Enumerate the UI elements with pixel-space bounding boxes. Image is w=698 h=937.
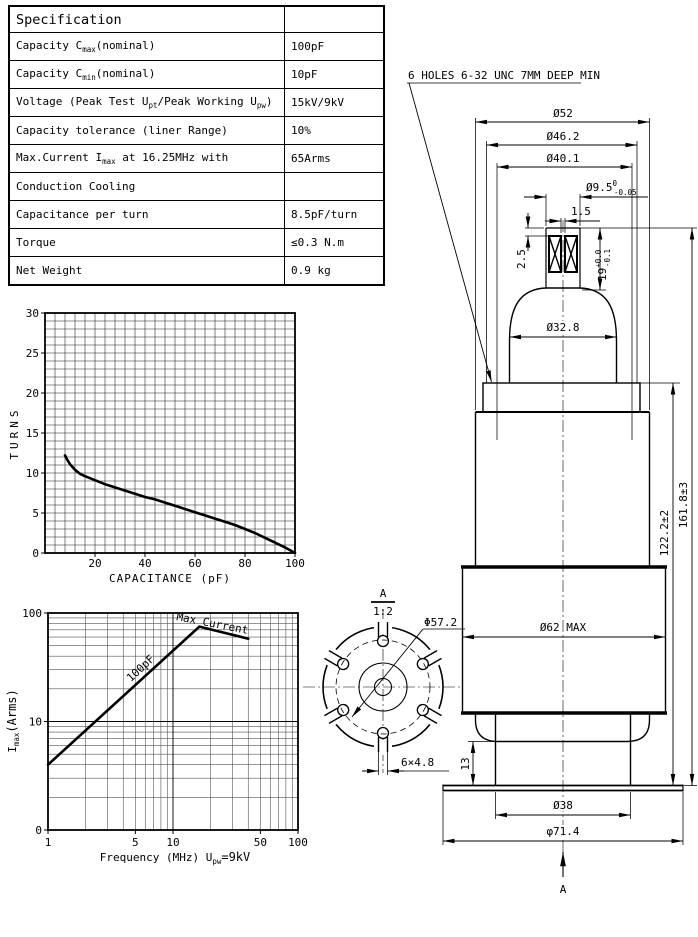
- svg-text:Ø52: Ø52: [553, 107, 573, 120]
- dim-9_5: [524, 179, 648, 226]
- curve-annotation: Max Current: [175, 610, 250, 637]
- svg-text:φ71.4: φ71.4: [546, 825, 580, 838]
- dim-62: [463, 621, 666, 637]
- svg-text:1.5: 1.5: [571, 205, 591, 218]
- x-axis-title: CAPACITANCE (pF): [109, 572, 231, 585]
- dim-122_2: [640, 383, 680, 786]
- y-tick-label: 25: [25, 347, 39, 360]
- y-tick-label: 0: [32, 547, 39, 560]
- x-tick-label: 50: [253, 836, 267, 849]
- spec-label: Capacitance per turn: [9, 201, 285, 229]
- capacitor-front-view: [407, 69, 697, 896]
- y-tick-label: 10: [25, 467, 39, 480]
- dim-13: [459, 742, 497, 786]
- svg-text:Ø46.2: Ø46.2: [546, 130, 580, 143]
- spec-label: Max.Current $I_{max}$ at 16.25MHz with: [9, 145, 285, 173]
- svg-text:Ø62 MAX: Ø62 MAX: [539, 621, 587, 634]
- spec-value: 100pF: [285, 33, 385, 61]
- svg-text:Ø32.8: Ø32.8: [546, 321, 580, 334]
- turns-curve: [65, 455, 295, 553]
- y-tick-label: 0: [35, 824, 42, 837]
- x-tick-label: 5: [132, 836, 139, 849]
- svg-text:161.8±3: 161.8±3: [677, 481, 690, 529]
- x-tick-label: 80: [238, 557, 252, 570]
- svg-text:2.5: 2.5: [515, 249, 528, 269]
- spec-value: 0.9 kg: [285, 257, 385, 286]
- svg-text:122.2±2: 122.2±2: [658, 509, 671, 557]
- spec-value: 65Arms: [285, 145, 385, 173]
- dim-1_5: [545, 205, 600, 233]
- section-scale: 1:2: [373, 605, 393, 618]
- svg-text:19+0.0-0.1: $19^{+0.0}-0.1$: [594, 248, 612, 281]
- dim-40_1: [497, 152, 632, 440]
- svg-text:Ø40.1: Ø40.1: [546, 152, 580, 165]
- spec-label: Voltage (Peak Test $U_{pt}$/Peak Working $U_{pw}$): [9, 89, 285, 117]
- y-tick-label: 100: [22, 607, 42, 620]
- x-axis-title: Frequency (MHz) $U_{pw}=9kV$: [99, 850, 251, 866]
- spec-value: 10pF: [285, 61, 385, 89]
- spec-value: 10%: [285, 117, 385, 145]
- svg-text:6×4.8: 6×4.8: [401, 756, 435, 769]
- section-view-a: [303, 587, 465, 775]
- spec-label: Capacity $C_{min}(nominal)$: [9, 61, 285, 89]
- y-tick-label: 5: [32, 507, 39, 520]
- spec-label: Capacity $C_{max}(nominal)$: [9, 33, 285, 61]
- svg-text:Ø38: Ø38: [553, 799, 573, 812]
- x-tick-label: 10: [166, 836, 180, 849]
- spec-label: Capacity tolerance (liner Range): [9, 117, 285, 145]
- svg-text:A: A: [559, 883, 567, 896]
- spec-value: 8.5pF/turn: [285, 201, 385, 229]
- x-tick-label: 100: [288, 836, 308, 849]
- x-tick-label: 40: [138, 557, 152, 570]
- mounting-flange: [483, 383, 640, 412]
- svg-text:Ø9.50-0.05: $Ø9.5^0$ -0.05: [586, 179, 637, 197]
- dim-2_5: [515, 213, 549, 269]
- dim-161_8: [580, 228, 697, 786]
- upper-cylinder: [476, 412, 650, 567]
- x-tick-label: 60: [188, 557, 202, 570]
- spec-label: Torque: [9, 229, 285, 257]
- y-axis-title: $I_{max}(Arms)$: [5, 689, 21, 753]
- y-tick-label: 15: [25, 427, 39, 440]
- dim-19: [582, 228, 612, 290]
- spec-value: 15kV/9kV: [285, 89, 385, 117]
- section-label: A: [379, 587, 387, 600]
- y-tick-label: 20: [25, 387, 39, 400]
- turns-capacitance-chart: [8, 307, 305, 585]
- svg-text:Φ57.2: Φ57.2: [424, 616, 458, 629]
- y-axis-title: TURNS: [8, 406, 21, 460]
- spec-value: ≤0.3 N.m: [285, 229, 385, 257]
- curve-annotation: 100pF: [124, 652, 158, 685]
- y-tick-label: 30: [25, 307, 39, 320]
- svg-text:13: 13: [459, 757, 472, 771]
- x-tick-label: 20: [88, 557, 102, 570]
- spec-label: Conduction Cooling: [9, 173, 285, 201]
- dim-32_8: [510, 321, 617, 337]
- max-current-curve: [48, 627, 248, 765]
- holes-leader: [409, 83, 492, 382]
- dim-57_2: [352, 616, 465, 717]
- imax-frequency-chart: [5, 607, 308, 866]
- holes-note: 6 HOLES 6-32 UNC 7MM DEEP MIN: [408, 69, 601, 82]
- y-tick-label: 10: [28, 715, 42, 729]
- spec-label: Net Weight: [9, 257, 285, 286]
- spec-label: Specification: [9, 6, 285, 33]
- bottom-shoulder: [476, 715, 650, 742]
- main-body-62: [461, 567, 667, 713]
- x-tick-label: 100: [285, 557, 305, 570]
- x-tick-label: 1: [44, 836, 52, 849]
- section-cut-arrow: [560, 852, 567, 896]
